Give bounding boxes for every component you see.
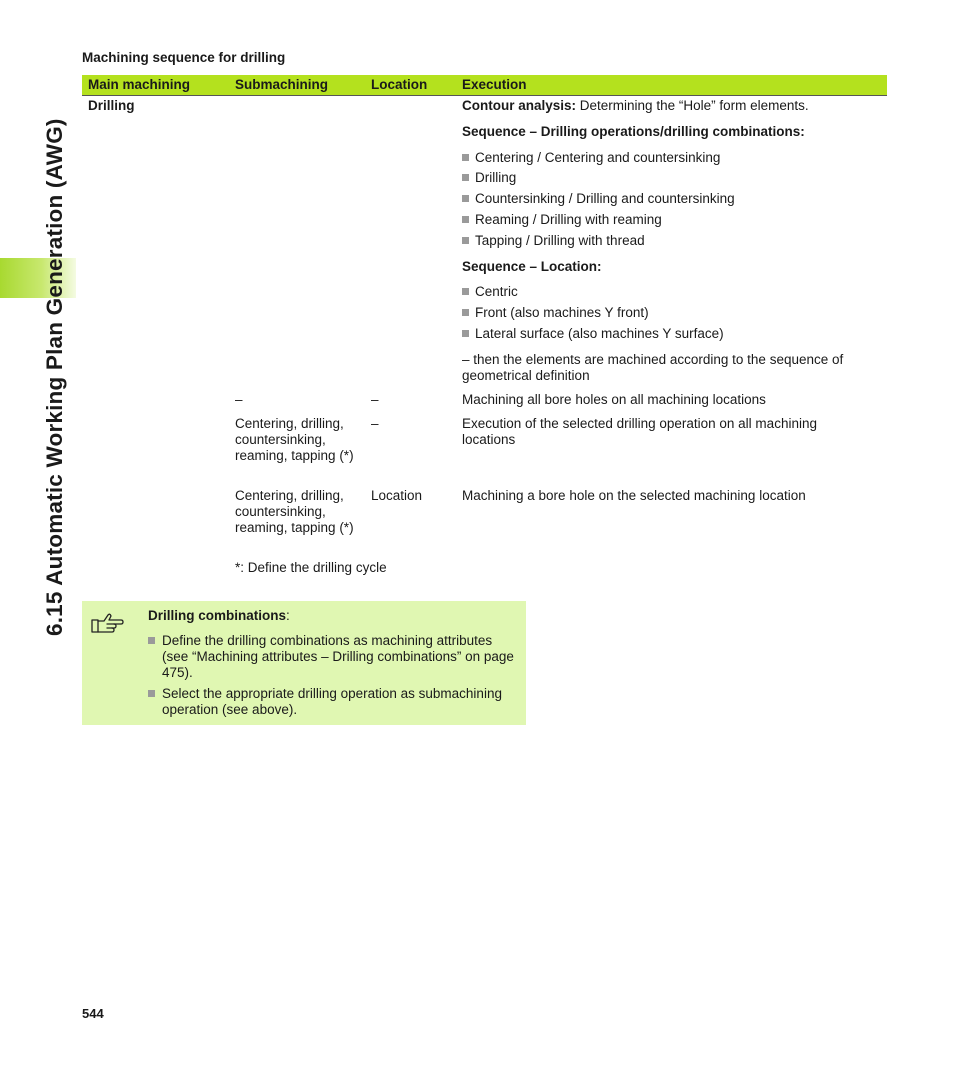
row1-location: –	[371, 392, 379, 407]
main-machining-value: Drilling	[88, 98, 135, 113]
bullet-square-icon	[148, 637, 155, 644]
note-title-colon: :	[286, 608, 290, 623]
list-item: Lateral surface (also machines Y surface)	[462, 326, 724, 342]
list-item: Tapping / Drilling with thread	[462, 233, 645, 249]
list-item: Countersinking / Drilling and countersinking	[462, 191, 735, 207]
list-item: Drilling	[462, 170, 516, 186]
note-title	[148, 608, 290, 623]
header-location: Location	[371, 77, 428, 92]
row3-execution: Machining a bore hole on the selected machining location	[462, 488, 806, 503]
row2-location: –	[371, 416, 379, 431]
contour-analysis	[462, 98, 882, 114]
table-header	[82, 75, 887, 96]
note-item-text: Define the drilling combinations as machining attributes (see “Machining attributes – Drilling combinations” on page 475).	[162, 633, 514, 680]
list-item: Reaming / Drilling with reaming	[462, 212, 662, 228]
row2-execution: Execution of the selected drilling operation on all machining locations	[462, 416, 817, 447]
list-item: Centering / Centering and countersinking	[462, 150, 720, 166]
note-box	[82, 601, 526, 725]
chapter-title: 6.15 Automatic Working Plan Generation (AWG)	[42, 118, 67, 636]
note-item-text: Select the appropriate drilling operation as submachining operation (see above).	[162, 686, 502, 717]
list-item: Centric	[462, 284, 518, 300]
row1-execution: Machining all bore holes on all machining locations	[462, 392, 766, 407]
header-submachining: Submachining	[235, 77, 329, 92]
section-title: Machining sequence for drilling	[82, 50, 286, 65]
pointing-hand-icon	[90, 611, 124, 635]
note-item	[148, 686, 518, 718]
contour-analysis-text: Determining the “Hole” form elements.	[576, 98, 809, 113]
header-execution: Execution	[462, 77, 527, 92]
row1-submachining: –	[235, 392, 243, 407]
note-title-bold: Drilling combinations	[148, 608, 287, 623]
sequence-location-title: Sequence – Location:	[462, 259, 602, 274]
then-text: – then the elements are machined according to the sequence of geometrical definition	[462, 352, 844, 383]
page-number: 544	[82, 1006, 104, 1021]
row3-location: Location	[371, 488, 423, 503]
bullet-square-icon	[148, 690, 155, 697]
row3-submachining: Centering, drilling, countersinking, reaming, tapping (*)	[235, 488, 354, 535]
sequence-operations-title: Sequence – Drilling operations/drilling combinations:	[462, 124, 805, 139]
row2-submachining: Centering, drilling, countersinking, reaming, tapping (*)	[235, 416, 354, 463]
contour-analysis-label: Contour analysis:	[462, 98, 577, 113]
note-item	[148, 633, 518, 681]
list-item: Front (also machines Y front)	[462, 305, 649, 321]
header-main-machining: Main machining	[88, 77, 191, 92]
table-footnote: *: Define the drilling cycle	[235, 560, 387, 575]
